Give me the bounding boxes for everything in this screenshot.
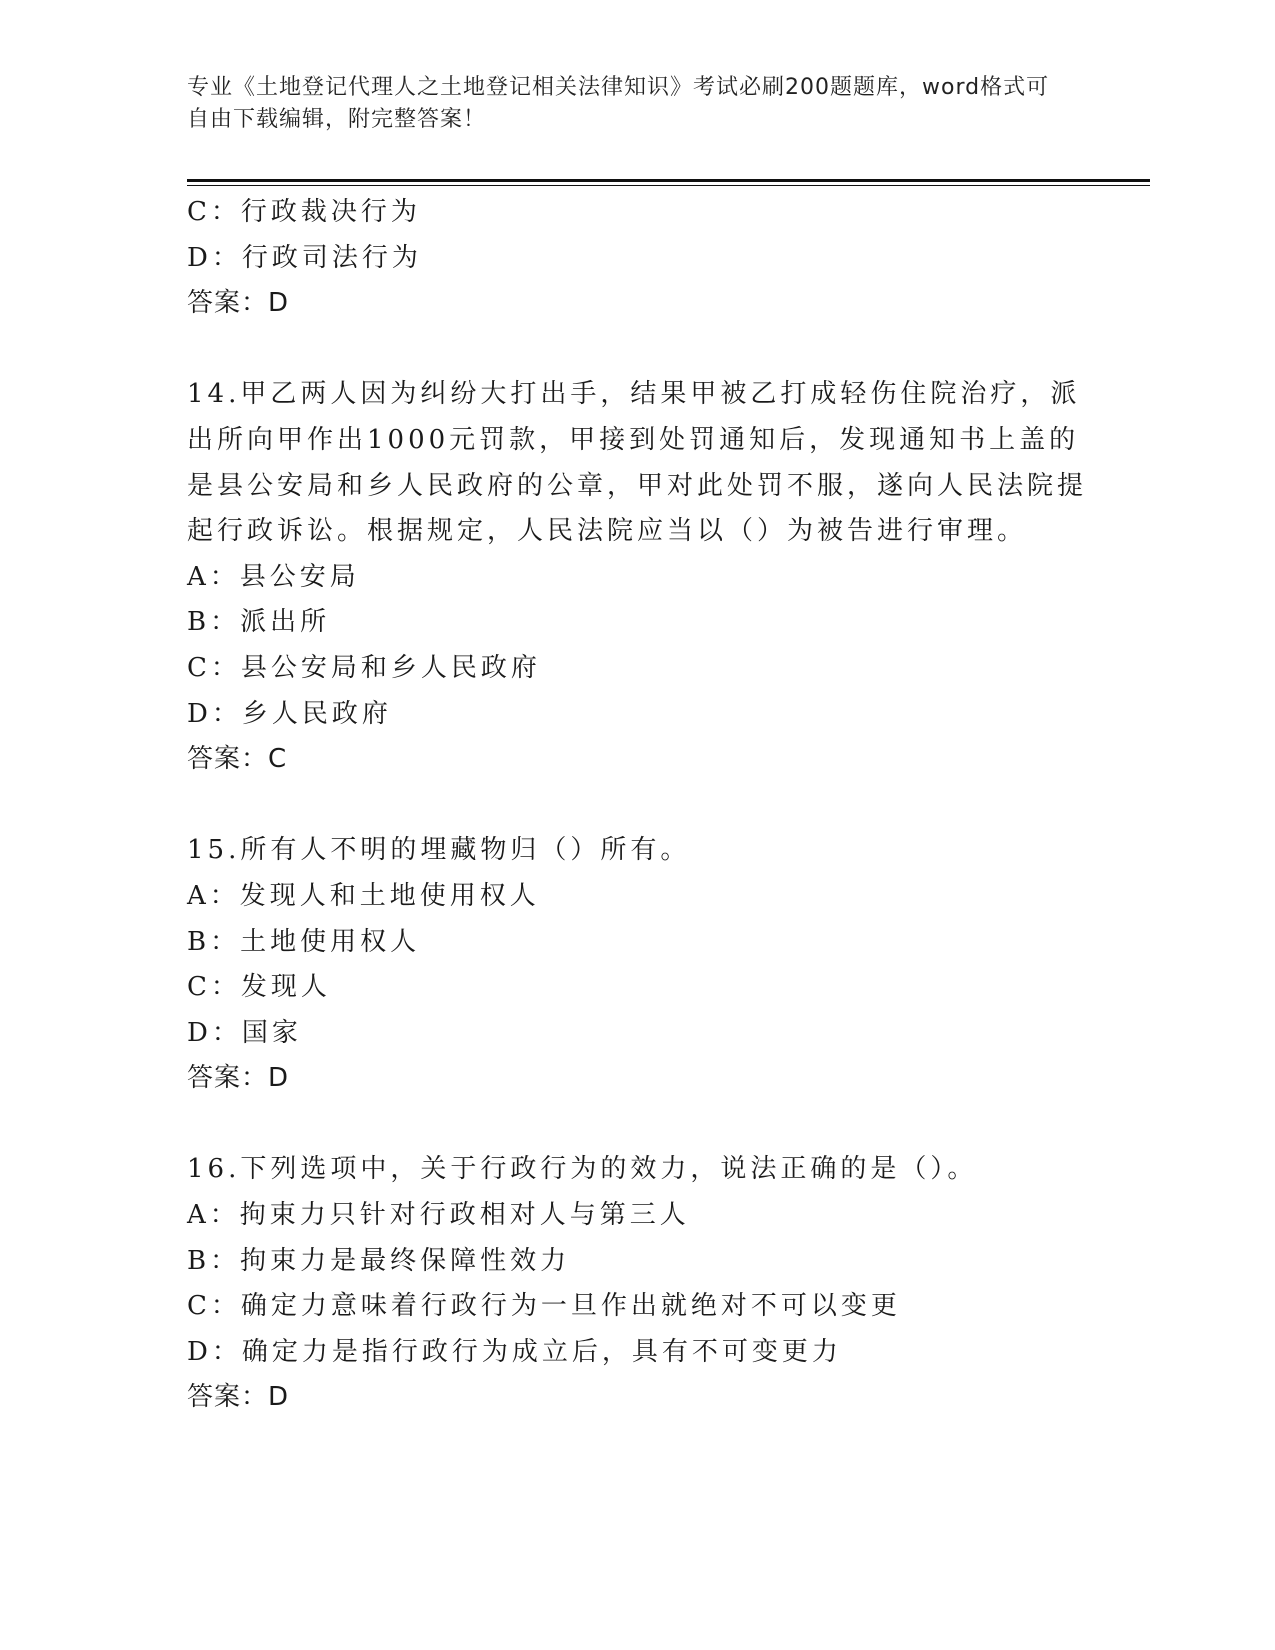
question-15-answer: 答案：D xyxy=(187,1063,290,1094)
option-c: C：行政裁决行为 xyxy=(187,197,421,227)
question-16-text: 16.下列选项中，关于行政行为的效力，说法正确的是（）。 xyxy=(187,1154,978,1185)
question-16-option-b: B：拘束力是最终保障性效力 xyxy=(187,1245,571,1276)
question-16-option-c: C：确定力意味着行政行为一旦作出就绝对不可以变更 xyxy=(187,1291,901,1322)
question-16-option-a: A：拘束力只针对行政相对人与第三人 xyxy=(187,1200,690,1231)
question-15-text: 15.所有人不明的埋藏物归（）所有。 xyxy=(187,835,691,866)
question-15-option-a: A：发现人和土地使用权人 xyxy=(187,880,540,911)
question-16-answer: 答案：D xyxy=(187,1382,290,1413)
document-header: 专业《土地登记代理人之土地登记相关法律知识》考试必刷200题题库，word格式可自由下载编辑，附完整答案！ xyxy=(187,75,1050,132)
question-14-text: 14.甲乙两人因为纠纷大打出手，结果甲被乙打成轻伤住院治疗，派出所向甲作出1000元罚款，甲接到处罚通知后，发现通知书上盖的是县公安局和乡人民政府的公章，甲对此处罚不服，遂向人民法院提起行政诉讼。根据规定，人民法院应当以（）为被告进行审理。 xyxy=(187,379,1088,547)
question-15-option-d: D：国家 xyxy=(187,1017,302,1048)
question-14-option-a: A：县公安局 xyxy=(187,561,360,592)
answer-line: 答案：D xyxy=(187,288,290,319)
header-rule-thick xyxy=(187,179,1150,182)
document-body xyxy=(187,190,1087,1421)
spacer xyxy=(187,327,1087,373)
question-16-option-d: D：确定力是指行政行为成立后，具有不可变更力 xyxy=(187,1336,842,1367)
spacer xyxy=(187,783,1087,829)
question-14-option-c: C：县公安局和乡人民政府 xyxy=(187,652,541,683)
question-15-option-c: C：发现人 xyxy=(187,972,331,1003)
question-14-answer: 答案：C xyxy=(187,744,288,775)
question-14-option-d: D：乡人民政府 xyxy=(187,698,392,729)
spacer xyxy=(187,1102,1087,1148)
question-15-option-b: B：土地使用权人 xyxy=(187,926,421,957)
question-14-option-b: B：派出所 xyxy=(187,607,331,638)
header-rule-thin xyxy=(187,185,1150,186)
option-d: D：行政司法行为 xyxy=(187,242,422,273)
